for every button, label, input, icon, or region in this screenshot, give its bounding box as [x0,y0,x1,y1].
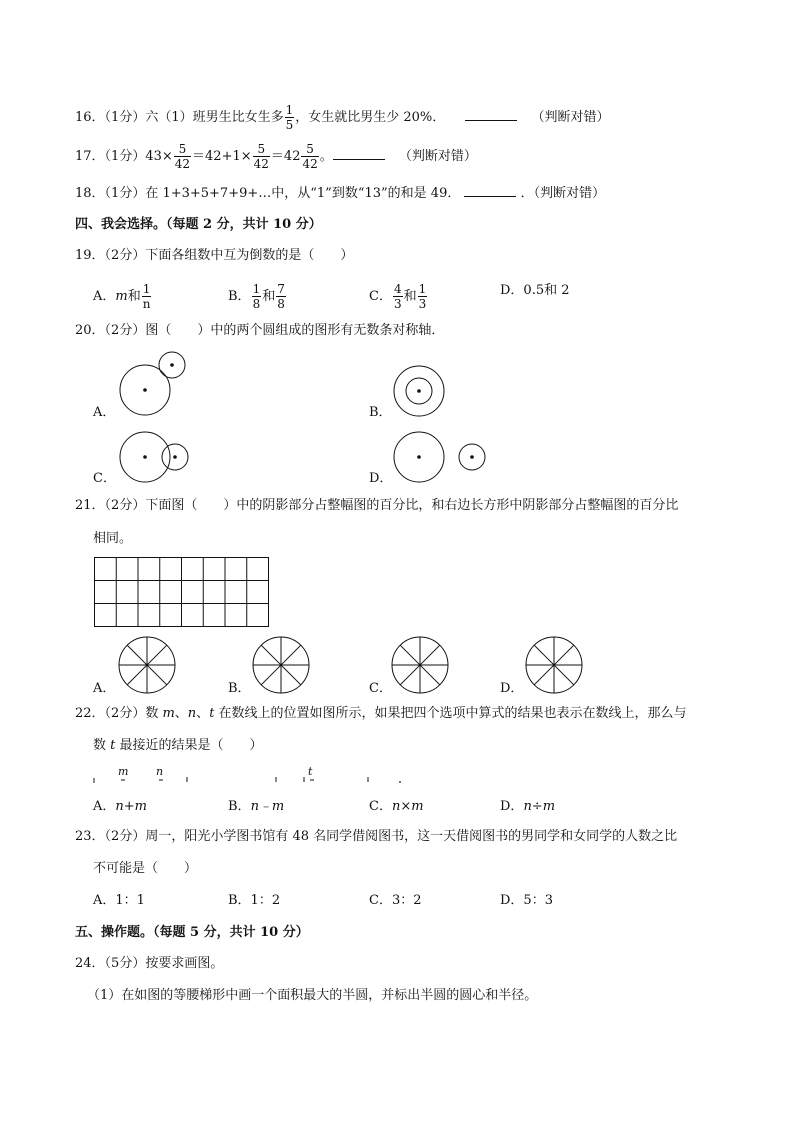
q17-fraction-3 [301,142,318,171]
separator: 、 [196,706,210,721]
variable-m: m [162,706,175,721]
q21-pie-c [391,636,449,694]
option-label: D． [500,799,524,814]
axis-label-m: m [118,765,129,778]
q17-fraction-1 [174,142,191,171]
conjunction: 和 [403,289,417,304]
numerator: 5 [174,142,191,157]
expression: n÷m [523,799,556,814]
question-21-stem-line2: 相同。 [93,531,133,546]
q19-option-d[interactable]: D．0.5和 2 [500,283,570,298]
question-20-stem: 20．（2分）图（ ）中的两个圆组成的图形有无数条对称轴． [75,323,445,338]
q16-suffix: ，女生就比男生少 20%． [295,110,446,125]
expression: n+m [115,799,147,814]
q21-pie-a [118,636,176,694]
q22-option-c[interactable] [369,798,424,816]
fraction [418,282,428,311]
denominator: n [142,297,151,311]
q16-text: 16．（1分）六（1）班男生比女生多 [75,110,284,125]
numerator: 1 [418,282,427,296]
question-22-stem-line1 [75,705,687,723]
q19-option-a[interactable] [93,282,152,311]
q22-option-d[interactable] [500,798,555,816]
option-label: B． [228,289,251,304]
answer-blank[interactable] [333,147,385,160]
question-16 [75,103,610,132]
question-21-stem-line1: 21．（2分）下面图（ ）中的阴影部分占整幅图的百分比，和右边长方形中阴影部分占整幅图的百分比 [75,498,679,513]
denominator: 8 [277,297,285,311]
denominator: 3 [418,297,427,311]
question-24-sub-1: （1）在如图的等腰梯形中画一个面积最大的半圆，并标出半圆的圆心和半径。 [87,988,538,1003]
q22-option-b[interactable] [228,798,284,816]
separator: 、 [174,706,188,721]
fraction [276,282,286,311]
q17-text: 17．（1分）43× [75,149,173,164]
expression: n×m [391,799,424,814]
q22-number-line [90,765,410,785]
q18-text: 18．（1分）在 1+3+5+7+9+…中，从“1”到数“13”的和是 49． [75,186,461,201]
q21-option-d[interactable]: D． [500,681,524,696]
denominator: 5 [285,118,294,132]
option-label: A． [93,289,116,304]
q20-figure-d [392,430,492,486]
question-18 [75,184,605,203]
variable-n: n [187,706,197,721]
question-19-stem: 19．（2分）下面各组数中互为倒数的是（ ） [75,248,354,263]
question-24-stem: 24．（5分）按要求画图。 [75,956,224,971]
q22-option-a[interactable] [93,798,147,816]
numerator: 7 [277,282,285,296]
q21-pie-b [252,636,310,694]
q23-option-b[interactable]: B．1：2 [228,893,281,908]
numerator: 1 [285,103,294,117]
question-22-stem-line2 [93,737,263,755]
option-label: B． [228,799,251,814]
q23-option-c[interactable]: C．3：2 [369,893,422,908]
q20-option-a[interactable]: A． [93,405,116,420]
option-label: C． [369,289,392,304]
q20-figure-a [115,350,195,430]
conjunction: 和 [262,289,276,304]
q20-figure-c [115,430,195,486]
question-23-stem-line1: 23．（2分）周一，阳光小学图书馆有 48 名同学借阅图书，这一天借阅图书的男同学和女同学的人数之比 [75,829,678,844]
q17-fraction-2 [253,142,270,171]
section-5-heading: 五、操作题。（每题 5 分，共计 10 分） [75,925,309,940]
q17-end: 。 [319,149,333,164]
q20-option-d[interactable]: D． [369,471,393,486]
option-label: A． [93,799,116,814]
answer-blank[interactable] [464,184,516,197]
stem-text: 最接近的结果是（ ） [115,738,263,753]
judge-note: ．（判断对错） [520,186,606,201]
question-23-stem-line2: 不可能是（ ） [93,861,198,876]
option-label: C． [369,799,392,814]
expression: n﹣m [250,799,285,814]
question-17 [75,142,477,171]
denominator: 8 [252,297,261,311]
numerator: 4 [393,282,402,296]
q21-option-a[interactable]: A． [93,681,116,696]
q23-option-a[interactable]: A．1：1 [93,893,145,908]
denominator: 42 [302,157,318,171]
q17-mid1: ＝42+1× [192,149,252,164]
conjunction: 和 [127,289,141,304]
judge-note: （判断对错） [531,110,610,125]
fraction [393,282,403,311]
q16-fraction [285,103,295,132]
judge-note: （判断对错） [398,149,477,164]
stem-text: 22．（2分）数 [75,706,163,721]
q21-option-c[interactable]: C． [369,681,392,696]
numerator: 5 [301,142,318,157]
numerator: 1 [142,282,151,296]
q17-mid2: ＝42 [270,149,301,164]
numerator: 1 [252,282,261,296]
q23-option-d[interactable]: D．5：3 [500,893,553,908]
numerator: 5 [253,142,270,157]
denominator: 3 [393,297,402,311]
q21-pie-d [525,636,583,694]
q21-grid-rectangle [94,557,270,627]
q19-option-b[interactable] [228,282,287,311]
q19-option-c[interactable] [369,282,428,311]
variable-t: t [110,738,116,753]
variable-t: t [209,706,215,721]
axis-label-t: t [308,765,313,778]
fraction [252,282,262,311]
q20-option-b[interactable]: B． [369,405,392,420]
stem-text: 数 [93,738,111,753]
denominator: 42 [174,157,191,171]
variable-m: m [115,289,128,304]
stem-text: 在数线上的位置如图所示，如果把四个选项中算式的结果也表示在数线上，那么与 [214,706,687,721]
section-4-heading: 四、我会选择。（每题 2 分，共计 10 分） [75,217,322,232]
q21-option-b[interactable]: B． [228,681,251,696]
fraction [142,282,152,311]
q20-figure-b [392,364,446,418]
q20-option-c[interactable]: C． [93,471,116,486]
denominator: 42 [253,157,269,171]
axis-label-n: n [156,765,164,778]
answer-blank[interactable] [465,108,517,121]
